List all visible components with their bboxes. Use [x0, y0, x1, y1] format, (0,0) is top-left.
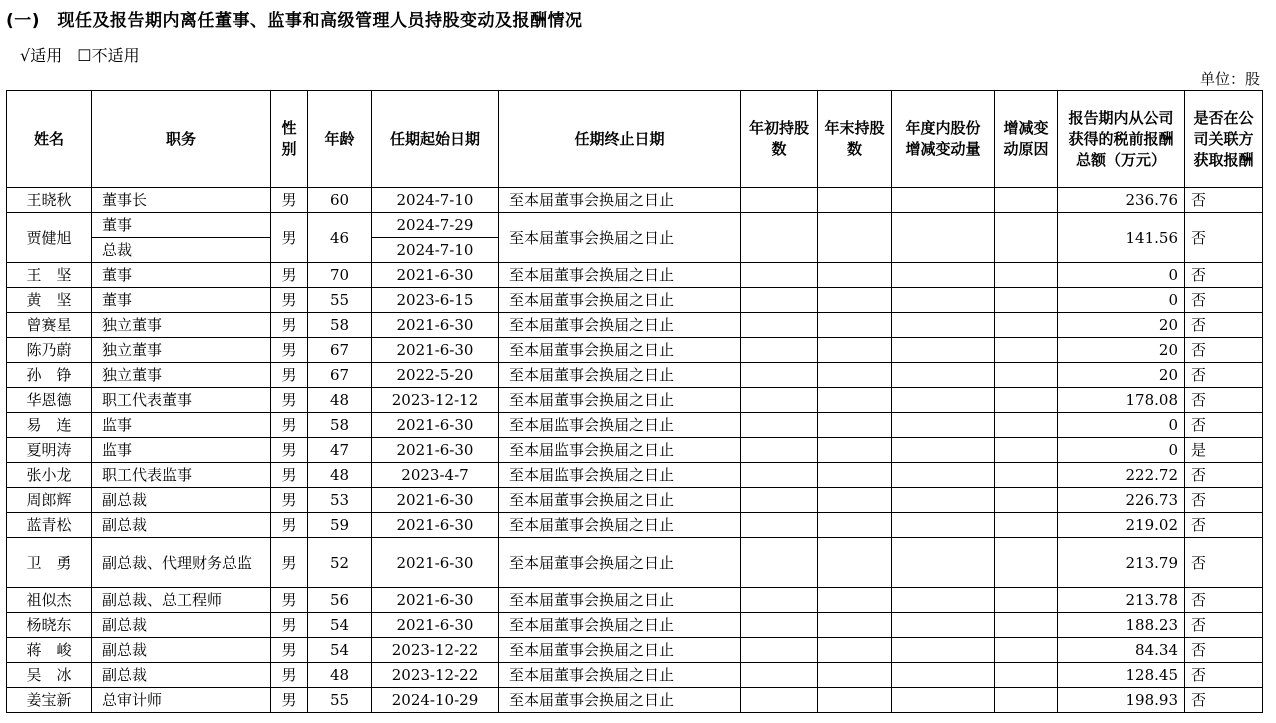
cell-change-reason [995, 338, 1058, 363]
cell-end-shares [818, 638, 892, 663]
cell-age: 54 [308, 638, 372, 663]
cell-age: 48 [308, 663, 372, 688]
cell-change-reason [995, 288, 1058, 313]
cell-pay: 213.79 [1058, 538, 1185, 588]
cell-start-date: 2023-4-7 [372, 463, 499, 488]
cell-share-change [892, 663, 995, 688]
table-row [7, 513, 1263, 538]
cell-name: 王 坚 [7, 263, 92, 288]
cell-begin-shares [741, 513, 818, 538]
cell-gender: 男 [271, 538, 308, 588]
cell-start-date: 2021-6-30 [372, 338, 499, 363]
table-row [7, 688, 1263, 713]
cell-change-reason [995, 213, 1058, 263]
cell-begin-shares [741, 288, 818, 313]
cell-change-reason [995, 463, 1058, 488]
cell-position: 董事 [92, 288, 271, 313]
table-row [7, 363, 1263, 388]
cell-age: 56 [308, 588, 372, 613]
cell-change-reason [995, 513, 1058, 538]
cell-end-date: 至本届董事会换届之日止 [499, 313, 741, 338]
cell-end-shares [818, 338, 892, 363]
table-row [7, 663, 1263, 688]
cell-position: 监事 [92, 413, 271, 438]
cell-name: 卫 勇 [7, 538, 92, 588]
cell-name: 姜宝新 [7, 688, 92, 713]
cell-end-shares [818, 688, 892, 713]
cell-begin-shares [741, 338, 818, 363]
cell-related-pay: 否 [1185, 263, 1263, 288]
cell-begin-shares [741, 363, 818, 388]
cell-share-change [892, 638, 995, 663]
header-share-change: 年度内股份增减变动量 [892, 91, 995, 188]
cell-name: 张小龙 [7, 463, 92, 488]
cell-start-date: 2024-7-10 [372, 238, 499, 263]
cell-gender: 男 [271, 613, 308, 638]
cell-pay: 84.34 [1058, 638, 1185, 663]
cell-related-pay: 是 [1185, 438, 1263, 463]
table-row [7, 288, 1263, 313]
cell-age: 55 [308, 688, 372, 713]
applicable-options [20, 43, 150, 66]
table-row [7, 338, 1263, 363]
cell-related-pay: 否 [1185, 638, 1263, 663]
table-row [7, 438, 1263, 463]
cell-change-reason [995, 263, 1058, 288]
cell-share-change [892, 288, 995, 313]
cell-begin-shares [741, 313, 818, 338]
cell-start-date: 2023-12-22 [372, 638, 499, 663]
cell-begin-shares [741, 613, 818, 638]
cell-age: 58 [308, 313, 372, 338]
cell-name: 吴 冰 [7, 663, 92, 688]
table-row [7, 463, 1263, 488]
cell-name: 曾赛星 [7, 313, 92, 338]
cell-pay: 0 [1058, 288, 1185, 313]
cell-age: 48 [308, 388, 372, 413]
cell-gender: 男 [271, 213, 308, 263]
cell-share-change [892, 588, 995, 613]
cell-end-date: 至本届董事会换届之日止 [499, 688, 741, 713]
cell-end-date: 至本届董事会换届之日止 [499, 388, 741, 413]
cell-change-reason [995, 663, 1058, 688]
cell-change-reason [995, 313, 1058, 338]
cell-share-change [892, 338, 995, 363]
cell-end-shares [818, 313, 892, 338]
cell-related-pay: 否 [1185, 288, 1263, 313]
cell-end-date: 至本届董事会换届之日止 [499, 363, 741, 388]
cell-pay: 0 [1058, 438, 1185, 463]
cell-related-pay: 否 [1185, 188, 1263, 213]
cell-position: 副总裁 [92, 613, 271, 638]
cell-related-pay: 否 [1185, 588, 1263, 613]
header-age: 年龄 [308, 91, 372, 188]
cell-age: 60 [308, 188, 372, 213]
cell-pay: 128.45 [1058, 663, 1185, 688]
cell-start-date: 2021-6-30 [372, 438, 499, 463]
cell-name: 杨晓东 [7, 613, 92, 638]
header-end-date: 任期终止日期 [499, 91, 741, 188]
cell-end-shares [818, 663, 892, 688]
cell-position: 总裁 [92, 238, 271, 263]
cell-related-pay: 否 [1185, 338, 1263, 363]
cell-gender: 男 [271, 488, 308, 513]
cell-gender: 男 [271, 438, 308, 463]
cell-start-date: 2023-12-12 [372, 388, 499, 413]
cell-end-shares [818, 588, 892, 613]
unit-label: 单位：股 [1199, 70, 1260, 88]
cell-change-reason [995, 388, 1058, 413]
cell-begin-shares [741, 388, 818, 413]
table-row [7, 613, 1263, 638]
cell-end-shares [818, 388, 892, 413]
cell-name: 蒋 峻 [7, 638, 92, 663]
table-row [7, 638, 1263, 663]
cell-start-date: 2024-7-10 [372, 188, 499, 213]
header-end-shares: 年末持股数 [818, 91, 892, 188]
cell-gender: 男 [271, 688, 308, 713]
cell-begin-shares [741, 538, 818, 588]
cell-end-date: 至本届监事会换届之日止 [499, 438, 741, 463]
header-name: 姓名 [7, 91, 92, 188]
cell-end-date: 至本届董事会换届之日止 [499, 638, 741, 663]
cell-end-date: 至本届董事会换届之日止 [499, 188, 741, 213]
cell-position: 副总裁 [92, 513, 271, 538]
cell-related-pay: 否 [1185, 463, 1263, 488]
cell-age: 54 [308, 613, 372, 638]
cell-related-pay: 否 [1185, 488, 1263, 513]
cell-start-date: 2023-12-22 [372, 663, 499, 688]
cell-age: 46 [308, 213, 372, 263]
header-begin-shares: 年初持股数 [741, 91, 818, 188]
table-row [7, 388, 1263, 413]
cell-share-change [892, 538, 995, 588]
cell-gender: 男 [271, 338, 308, 363]
cell-end-shares [818, 188, 892, 213]
cell-age: 67 [308, 363, 372, 388]
table-row [7, 488, 1263, 513]
cell-end-shares [818, 488, 892, 513]
cell-age: 59 [308, 513, 372, 538]
table-row [7, 188, 1263, 213]
cell-age: 70 [308, 263, 372, 288]
cell-start-date: 2021-6-30 [372, 513, 499, 538]
cell-share-change [892, 313, 995, 338]
cell-begin-shares [741, 413, 818, 438]
header-gender: 性别 [271, 91, 308, 188]
cell-position: 副总裁 [92, 663, 271, 688]
cell-share-change [892, 463, 995, 488]
cell-name: 华恩德 [7, 388, 92, 413]
cell-change-reason [995, 588, 1058, 613]
cell-end-date: 至本届董事会换届之日止 [499, 288, 741, 313]
cell-start-date: 2021-6-30 [372, 413, 499, 438]
table-row [7, 313, 1263, 338]
cell-gender: 男 [271, 638, 308, 663]
cell-age: 48 [308, 463, 372, 488]
applicable-no: ☐不适用 [77, 46, 140, 65]
cell-related-pay: 否 [1185, 313, 1263, 338]
cell-name: 贾健旭 [7, 213, 92, 263]
table-row [7, 538, 1263, 588]
cell-share-change [892, 363, 995, 388]
cell-end-shares [818, 263, 892, 288]
cell-share-change [892, 688, 995, 713]
cell-start-date: 2021-6-30 [372, 538, 499, 588]
table-row [7, 413, 1263, 438]
cell-end-shares [818, 613, 892, 638]
cell-end-shares [818, 513, 892, 538]
cell-age: 47 [308, 438, 372, 463]
cell-pay: 188.23 [1058, 613, 1185, 638]
cell-share-change [892, 388, 995, 413]
table-row [7, 263, 1263, 288]
cell-end-date: 至本届董事会换届之日止 [499, 513, 741, 538]
cell-pay: 141.56 [1058, 213, 1185, 263]
table-header-row [7, 91, 1263, 188]
cell-name: 夏明涛 [7, 438, 92, 463]
cell-related-pay: 否 [1185, 663, 1263, 688]
cell-start-date: 2021-6-30 [372, 263, 499, 288]
cell-start-date: 2021-6-30 [372, 613, 499, 638]
cell-change-reason [995, 188, 1058, 213]
cell-position: 监事 [92, 438, 271, 463]
cell-start-date: 2022-5-20 [372, 363, 499, 388]
cell-related-pay: 否 [1185, 388, 1263, 413]
cell-position: 独立董事 [92, 338, 271, 363]
cell-pay: 236.76 [1058, 188, 1185, 213]
cell-name: 周郎辉 [7, 488, 92, 513]
cell-change-reason [995, 438, 1058, 463]
cell-name: 祖似杰 [7, 588, 92, 613]
cell-share-change [892, 188, 995, 213]
cell-age: 52 [308, 538, 372, 588]
cell-end-date: 至本届董事会换届之日止 [499, 338, 741, 363]
header-related-pay: 是否在公司关联方获取报酬 [1185, 91, 1263, 188]
cell-position: 副总裁、代理财务总监 [92, 538, 271, 588]
cell-name: 王晓秋 [7, 188, 92, 213]
cell-begin-shares [741, 188, 818, 213]
cell-name: 孙 铮 [7, 363, 92, 388]
cell-share-change [892, 263, 995, 288]
cell-begin-shares [741, 488, 818, 513]
section-title: (一) 现任及报告期内离任董事、监事和高级管理人员持股变动及报酬情况 [6, 11, 583, 31]
cell-change-reason [995, 363, 1058, 388]
cell-gender: 男 [271, 313, 308, 338]
cell-start-date: 2024-7-29 [372, 213, 499, 238]
cell-end-shares [818, 538, 892, 588]
cell-gender: 男 [271, 188, 308, 213]
cell-change-reason [995, 638, 1058, 663]
cell-end-shares [818, 463, 892, 488]
cell-end-date: 至本届董事会换届之日止 [499, 588, 741, 613]
cell-position: 总审计师 [92, 688, 271, 713]
cell-share-change [892, 613, 995, 638]
cell-name: 蓝青松 [7, 513, 92, 538]
cell-gender: 男 [271, 363, 308, 388]
header-pay: 报告期内从公司获得的税前报酬总额（万元） [1058, 91, 1185, 188]
cell-begin-shares [741, 688, 818, 713]
cell-start-date: 2021-6-30 [372, 313, 499, 338]
cell-pay: 222.72 [1058, 463, 1185, 488]
cell-change-reason [995, 538, 1058, 588]
cell-begin-shares [741, 638, 818, 663]
cell-related-pay: 否 [1185, 513, 1263, 538]
header-position: 职务 [92, 91, 271, 188]
cell-position: 副总裁 [92, 488, 271, 513]
cell-position: 副总裁 [92, 638, 271, 663]
cell-position: 副总裁、总工程师 [92, 588, 271, 613]
cell-pay: 198.93 [1058, 688, 1185, 713]
cell-begin-shares [741, 438, 818, 463]
cell-end-date: 至本届董事会换届之日止 [499, 663, 741, 688]
table-row [7, 588, 1263, 613]
compensation-table [6, 90, 1263, 713]
cell-share-change [892, 413, 995, 438]
cell-gender: 男 [271, 513, 308, 538]
cell-end-date: 至本届董事会换届之日止 [499, 263, 741, 288]
cell-related-pay: 否 [1185, 363, 1263, 388]
cell-change-reason [995, 488, 1058, 513]
cell-begin-shares [741, 663, 818, 688]
cell-pay: 20 [1058, 363, 1185, 388]
cell-end-date: 至本届董事会换届之日止 [499, 613, 741, 638]
cell-gender: 男 [271, 413, 308, 438]
cell-pay: 0 [1058, 263, 1185, 288]
cell-position: 董事 [92, 263, 271, 288]
header-start-date: 任期起始日期 [372, 91, 499, 188]
cell-related-pay: 否 [1185, 413, 1263, 438]
cell-pay: 213.78 [1058, 588, 1185, 613]
cell-gender: 男 [271, 288, 308, 313]
cell-position: 独立董事 [92, 363, 271, 388]
cell-pay: 20 [1058, 338, 1185, 363]
cell-position: 董事 [92, 213, 271, 238]
cell-start-date: 2021-6-30 [372, 488, 499, 513]
cell-name: 易 连 [7, 413, 92, 438]
cell-gender: 男 [271, 588, 308, 613]
cell-pay: 178.08 [1058, 388, 1185, 413]
cell-begin-shares [741, 263, 818, 288]
cell-end-shares [818, 288, 892, 313]
cell-change-reason [995, 688, 1058, 713]
cell-start-date: 2021-6-30 [372, 588, 499, 613]
cell-position: 职工代表监事 [92, 463, 271, 488]
cell-end-shares [818, 363, 892, 388]
cell-position: 董事长 [92, 188, 271, 213]
cell-gender: 男 [271, 463, 308, 488]
cell-related-pay: 否 [1185, 213, 1263, 263]
cell-position: 职工代表董事 [92, 388, 271, 413]
header-change-reason: 增减变动原因 [995, 91, 1058, 188]
cell-change-reason [995, 613, 1058, 638]
cell-gender: 男 [271, 263, 308, 288]
cell-pay: 226.73 [1058, 488, 1185, 513]
cell-begin-shares [741, 588, 818, 613]
applicable-yes: √适用 [20, 46, 63, 65]
cell-related-pay: 否 [1185, 613, 1263, 638]
cell-end-date: 至本届监事会换届之日止 [499, 463, 741, 488]
cell-related-pay: 否 [1185, 688, 1263, 713]
cell-begin-shares [741, 463, 818, 488]
cell-age: 67 [308, 338, 372, 363]
cell-position: 独立董事 [92, 313, 271, 338]
cell-name: 陈乃蔚 [7, 338, 92, 363]
cell-share-change [892, 438, 995, 463]
cell-end-shares [818, 213, 892, 263]
cell-pay: 20 [1058, 313, 1185, 338]
cell-share-change [892, 213, 995, 263]
cell-end-date: 至本届董事会换届之日止 [499, 213, 741, 263]
cell-change-reason [995, 413, 1058, 438]
table-row [7, 213, 1263, 238]
cell-start-date: 2023-6-15 [372, 288, 499, 313]
cell-gender: 男 [271, 663, 308, 688]
cell-end-shares [818, 438, 892, 463]
cell-share-change [892, 513, 995, 538]
cell-end-date: 至本届监事会换届之日止 [499, 413, 741, 438]
cell-end-date: 至本届董事会换届之日止 [499, 538, 741, 588]
cell-gender: 男 [271, 388, 308, 413]
cell-end-shares [818, 413, 892, 438]
cell-end-date: 至本届董事会换届之日止 [499, 488, 741, 513]
cell-related-pay: 否 [1185, 538, 1263, 588]
cell-age: 55 [308, 288, 372, 313]
cell-pay: 0 [1058, 413, 1185, 438]
cell-start-date: 2024-10-29 [372, 688, 499, 713]
cell-begin-shares [741, 213, 818, 263]
cell-age: 53 [308, 488, 372, 513]
cell-share-change [892, 488, 995, 513]
cell-pay: 219.02 [1058, 513, 1185, 538]
cell-age: 58 [308, 413, 372, 438]
cell-name: 黄 坚 [7, 288, 92, 313]
